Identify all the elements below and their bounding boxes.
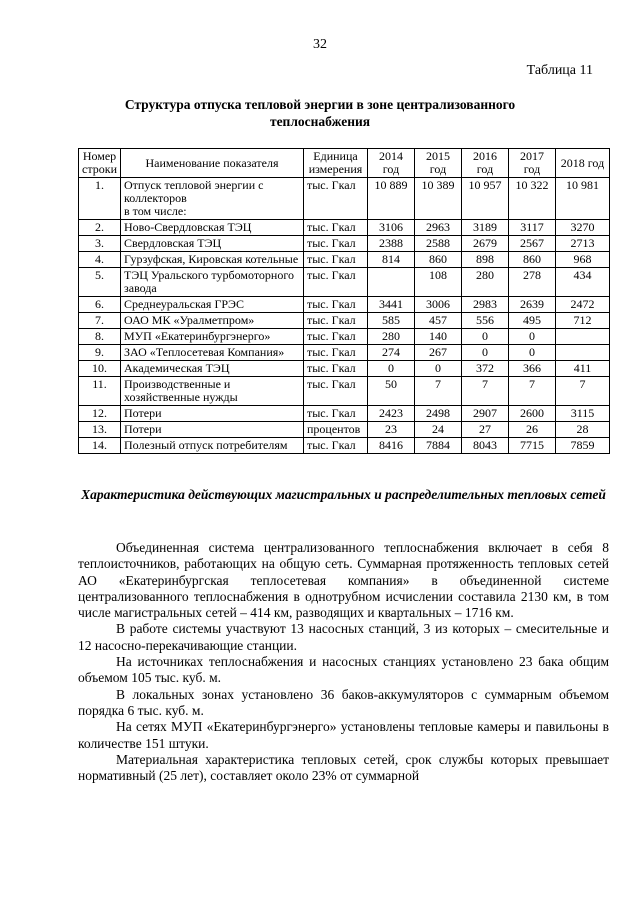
table-body xyxy=(79,178,610,454)
value-cell: 0 xyxy=(509,345,556,361)
value-cell: 28 xyxy=(556,422,610,438)
value-cell: 3115 xyxy=(556,406,610,422)
unit: тыс. Гкал xyxy=(304,329,368,345)
value-cell: 814 xyxy=(368,252,415,268)
row-number: 5. xyxy=(79,268,121,297)
row-number: 8. xyxy=(79,329,121,345)
value-cell: 2679 xyxy=(462,236,509,252)
section-title: Характеристика действующих магистральных и распределительных тепловых сетей xyxy=(81,487,606,502)
header-2017: 2017 год xyxy=(509,149,556,178)
table-row xyxy=(79,377,610,406)
paragraph: На источниках теплоснабжения и насосных станциях установлено 23 бака общим объемом 105 тыс. куб. м. xyxy=(78,654,609,686)
table-row xyxy=(79,438,610,454)
paragraph: Объединенная система централизованного теплоснабжения включает в себя 8 теплоисточников, работающих на общую сеть. Суммарная протяженность тепловых сетей АО «Екатеринбургская теплосетевая компания» в объединенной системе централизованного теплоснабжения в однотрубном исчислении составила 2130 км, в том числе магистральных сетей – 414 км, разводящих и квартальных – 1716 км. xyxy=(78,540,609,621)
value-cell: 0 xyxy=(462,345,509,361)
unit: тыс. Гкал xyxy=(304,268,368,297)
value-cell: 278 xyxy=(509,268,556,297)
unit: тыс. Гкал xyxy=(304,313,368,329)
table-row xyxy=(79,361,610,377)
value-cell: 2388 xyxy=(368,236,415,252)
unit: тыс. Гкал xyxy=(304,361,368,377)
unit: тыс. Гкал xyxy=(304,236,368,252)
value-cell: 2567 xyxy=(509,236,556,252)
row-number: 14. xyxy=(79,438,121,454)
unit: тыс. Гкал xyxy=(304,406,368,422)
row-number: 13. xyxy=(79,422,121,438)
value-cell: 2423 xyxy=(368,406,415,422)
indicator-name: ОАО МК «Уралметпром» xyxy=(121,313,304,329)
value-cell xyxy=(556,329,610,345)
indicator-name: Полезный отпуск потребителям xyxy=(121,438,304,454)
paragraph: В работе системы участвуют 13 насосных станций, 3 из которых – смесительные и 12 насосно-перекачивающие станции. xyxy=(78,621,609,653)
value-cell: 7 xyxy=(415,377,462,406)
header-num: Номер строки xyxy=(79,149,121,178)
unit: тыс. Гкал xyxy=(304,220,368,236)
value-cell: 7 xyxy=(462,377,509,406)
value-cell: 27 xyxy=(462,422,509,438)
table-row xyxy=(79,252,610,268)
row-number: 1. xyxy=(79,178,121,220)
unit: тыс. Гкал xyxy=(304,345,368,361)
value-cell: 7884 xyxy=(415,438,462,454)
value-cell: 10 889 xyxy=(368,178,415,220)
table-row xyxy=(79,236,610,252)
value-cell: 2472 xyxy=(556,297,610,313)
row-number: 6. xyxy=(79,297,121,313)
row-number: 3. xyxy=(79,236,121,252)
indicator-name: МУП «Екатеринбургэнерго» xyxy=(121,329,304,345)
value-cell: 7859 xyxy=(556,438,610,454)
table-row xyxy=(79,329,610,345)
unit: тыс. Гкал xyxy=(304,178,368,220)
table-row xyxy=(79,406,610,422)
value-cell: 267 xyxy=(415,345,462,361)
value-cell: 23 xyxy=(368,422,415,438)
header-2015: 2015 год xyxy=(415,149,462,178)
value-cell: 495 xyxy=(509,313,556,329)
indicator-name: Отпуск тепловой энергии с коллекторов в том числе: xyxy=(121,178,304,220)
row-number: 9. xyxy=(79,345,121,361)
value-cell: 24 xyxy=(415,422,462,438)
value-cell: 712 xyxy=(556,313,610,329)
unit: процентов xyxy=(304,422,368,438)
unit: тыс. Гкал xyxy=(304,377,368,406)
value-cell: 2498 xyxy=(415,406,462,422)
value-cell: 860 xyxy=(415,252,462,268)
table-header-row xyxy=(79,149,610,178)
value-cell: 3270 xyxy=(556,220,610,236)
value-cell: 411 xyxy=(556,361,610,377)
value-cell: 2639 xyxy=(509,297,556,313)
table-row xyxy=(79,297,610,313)
table-row xyxy=(79,422,610,438)
table-row xyxy=(79,178,610,220)
value-cell: 2963 xyxy=(415,220,462,236)
header-2016: 2016 год xyxy=(462,149,509,178)
value-cell: 372 xyxy=(462,361,509,377)
heat-supply-table xyxy=(78,148,610,454)
paragraph: В локальных зонах установлено 36 баков-аккумуляторов с суммарным объемом порядка 6 тыс. куб. м. xyxy=(78,686,609,718)
paragraph: Материальная характеристика тепловых сетей, срок службы которых превышает нормативный (25 лет), составляет около 23% от суммарной xyxy=(78,751,609,784)
value-cell: 2907 xyxy=(462,406,509,422)
value-cell: 10 322 xyxy=(509,178,556,220)
value-cell: 2983 xyxy=(462,297,509,313)
value-cell: 3106 xyxy=(368,220,415,236)
value-cell: 8043 xyxy=(462,438,509,454)
value-cell xyxy=(368,268,415,297)
table-title: Структура отпуска тепловой энергии в зоне централизованного теплоснабжения xyxy=(124,97,516,129)
indicator-name: Академическая ТЭЦ xyxy=(121,361,304,377)
table-label: Таблица 11 xyxy=(526,63,593,78)
row-number: 10. xyxy=(79,361,121,377)
table-row xyxy=(79,345,610,361)
value-cell: 8416 xyxy=(368,438,415,454)
value-cell: 7715 xyxy=(509,438,556,454)
value-cell: 50 xyxy=(368,377,415,406)
indicator-name: ТЭЦ Уральского турбомоторного завода xyxy=(121,268,304,297)
value-cell: 2713 xyxy=(556,236,610,252)
value-cell: 7 xyxy=(556,377,610,406)
value-cell: 26 xyxy=(509,422,556,438)
row-number: 2. xyxy=(79,220,121,236)
paragraph: На сетях МУП «Екатеринбургэнерго» установлены тепловые камеры и павильоны в количестве 151 штуки. xyxy=(78,719,609,751)
row-number: 11. xyxy=(79,377,121,406)
value-cell: 366 xyxy=(509,361,556,377)
value-cell: 0 xyxy=(415,361,462,377)
value-cell: 860 xyxy=(509,252,556,268)
header-name: Наименование показателя xyxy=(121,149,304,178)
row-number: 7. xyxy=(79,313,121,329)
indicator-name: Среднеуральская ГРЭС xyxy=(121,297,304,313)
page-number: 32 xyxy=(313,37,327,52)
value-cell: 556 xyxy=(462,313,509,329)
value-cell: 3189 xyxy=(462,220,509,236)
row-number: 4. xyxy=(79,252,121,268)
value-cell: 7 xyxy=(509,377,556,406)
value-cell: 585 xyxy=(368,313,415,329)
value-cell: 10 981 xyxy=(556,178,610,220)
row-number: 12. xyxy=(79,406,121,422)
indicator-name: Потери xyxy=(121,406,304,422)
header-unit: Единица измерения xyxy=(304,149,368,178)
indicator-name: Производственные и хозяйственные нужды xyxy=(121,377,304,406)
value-cell: 434 xyxy=(556,268,610,297)
value-cell: 2588 xyxy=(415,236,462,252)
indicator-name: Гурзуфская, Кировская котельные xyxy=(121,252,304,268)
value-cell: 108 xyxy=(415,268,462,297)
value-cell: 898 xyxy=(462,252,509,268)
body-text xyxy=(78,540,609,784)
table-row xyxy=(79,268,610,297)
value-cell: 968 xyxy=(556,252,610,268)
value-cell: 280 xyxy=(368,329,415,345)
value-cell: 0 xyxy=(368,361,415,377)
indicator-name: Потери xyxy=(121,422,304,438)
value-cell: 274 xyxy=(368,345,415,361)
unit: тыс. Гкал xyxy=(304,252,368,268)
unit: тыс. Гкал xyxy=(304,297,368,313)
unit: тыс. Гкал xyxy=(304,438,368,454)
header-2014: 2014 год xyxy=(368,149,415,178)
indicator-name: Свердловская ТЭЦ xyxy=(121,236,304,252)
value-cell: 3117 xyxy=(509,220,556,236)
value-cell: 0 xyxy=(509,329,556,345)
indicator-name: Ново-Свердловская ТЭЦ xyxy=(121,220,304,236)
value-cell xyxy=(556,345,610,361)
value-cell: 10 389 xyxy=(415,178,462,220)
value-cell: 140 xyxy=(415,329,462,345)
header-2018: 2018 год xyxy=(556,149,610,178)
value-cell: 2600 xyxy=(509,406,556,422)
value-cell: 3441 xyxy=(368,297,415,313)
table-row xyxy=(79,313,610,329)
value-cell: 457 xyxy=(415,313,462,329)
value-cell: 280 xyxy=(462,268,509,297)
table-row xyxy=(79,220,610,236)
value-cell: 3006 xyxy=(415,297,462,313)
indicator-name: ЗАО «Теплосетевая Компания» xyxy=(121,345,304,361)
value-cell: 0 xyxy=(462,329,509,345)
value-cell: 10 957 xyxy=(462,178,509,220)
